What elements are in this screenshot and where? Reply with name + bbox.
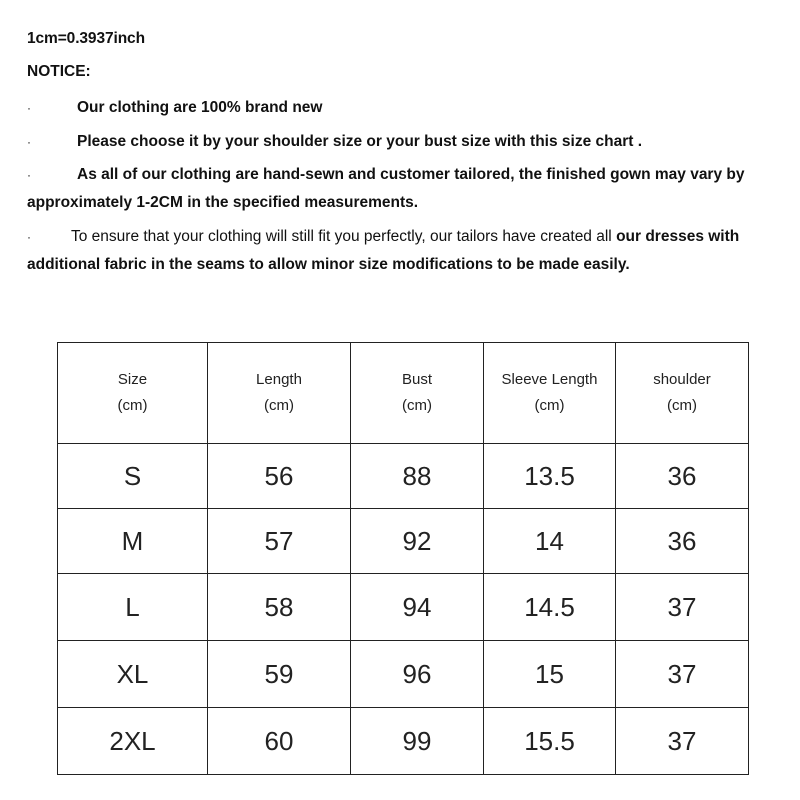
header-sleeve-length: Sleeve Length (cm) xyxy=(484,343,616,444)
cell-length: 56 xyxy=(208,444,351,509)
header-bust: Bust (cm) xyxy=(351,343,484,444)
cell-size: S xyxy=(58,444,208,509)
notice-text: As all of our clothing are hand-sewn and customer tailored, the finished gown may vary by approximately 1-2CM in the specified measurements. xyxy=(27,166,745,211)
notice-item-size-choice xyxy=(27,128,767,156)
cell-size: 2XL xyxy=(58,708,208,775)
header-shoulder: shoulder (cm) xyxy=(616,343,749,444)
cell-sleeve-length: 14 xyxy=(484,509,616,574)
notice-heading: NOTICE: xyxy=(27,63,91,80)
cell-length: 58 xyxy=(208,574,351,641)
notice-text: Our clothing are 100% brand new xyxy=(77,99,323,116)
cell-length: 57 xyxy=(208,509,351,574)
notice-item-fit xyxy=(27,223,767,279)
cell-size: M xyxy=(58,509,208,574)
cell-sleeve-length: 14.5 xyxy=(484,574,616,641)
cell-bust: 96 xyxy=(351,641,484,708)
cell-bust: 99 xyxy=(351,708,484,775)
notice-text-light: To ensure that your clothing will still fit you perfectly, our tailors have created all xyxy=(71,228,612,245)
cell-sleeve-length: 15.5 xyxy=(484,708,616,775)
bullet: · xyxy=(27,135,31,149)
cell-sleeve-length: 15 xyxy=(484,641,616,708)
cell-length: 60 xyxy=(208,708,351,775)
notice-text-bold: our dresses with additional fabric in the seams to allow minor size modifications to be made easily. xyxy=(27,228,740,273)
bullet: · xyxy=(27,168,31,182)
notice-item-hand-sewn xyxy=(27,161,767,217)
cell-size: XL xyxy=(58,641,208,708)
cell-bust: 92 xyxy=(351,509,484,574)
cell-shoulder: 36 xyxy=(616,509,749,574)
size-chart-table xyxy=(57,342,749,775)
cell-shoulder: 36 xyxy=(616,444,749,509)
table-row xyxy=(58,641,749,708)
cell-shoulder: 37 xyxy=(616,708,749,775)
cell-sleeve-length: 13.5 xyxy=(484,444,616,509)
bullet: · xyxy=(27,101,31,115)
table-row xyxy=(58,708,749,775)
cell-bust: 88 xyxy=(351,444,484,509)
notice-item-brand-new xyxy=(27,94,767,122)
notice-text: Please choose it by your shoulder size or your bust size with this size chart . xyxy=(77,133,643,150)
cell-length: 59 xyxy=(208,641,351,708)
table-row xyxy=(58,444,749,509)
table-row xyxy=(58,509,749,574)
bullet: · xyxy=(27,230,31,244)
cell-shoulder: 37 xyxy=(616,574,749,641)
cell-shoulder: 37 xyxy=(616,641,749,708)
header-length: Length (cm) xyxy=(208,343,351,444)
cell-size: L xyxy=(58,574,208,641)
table-row xyxy=(58,574,749,641)
header-size: Size (cm) xyxy=(58,343,208,444)
table-header-row xyxy=(58,343,749,444)
cell-bust: 94 xyxy=(351,574,484,641)
unit-conversion: 1cm=0.3937inch xyxy=(27,30,145,47)
